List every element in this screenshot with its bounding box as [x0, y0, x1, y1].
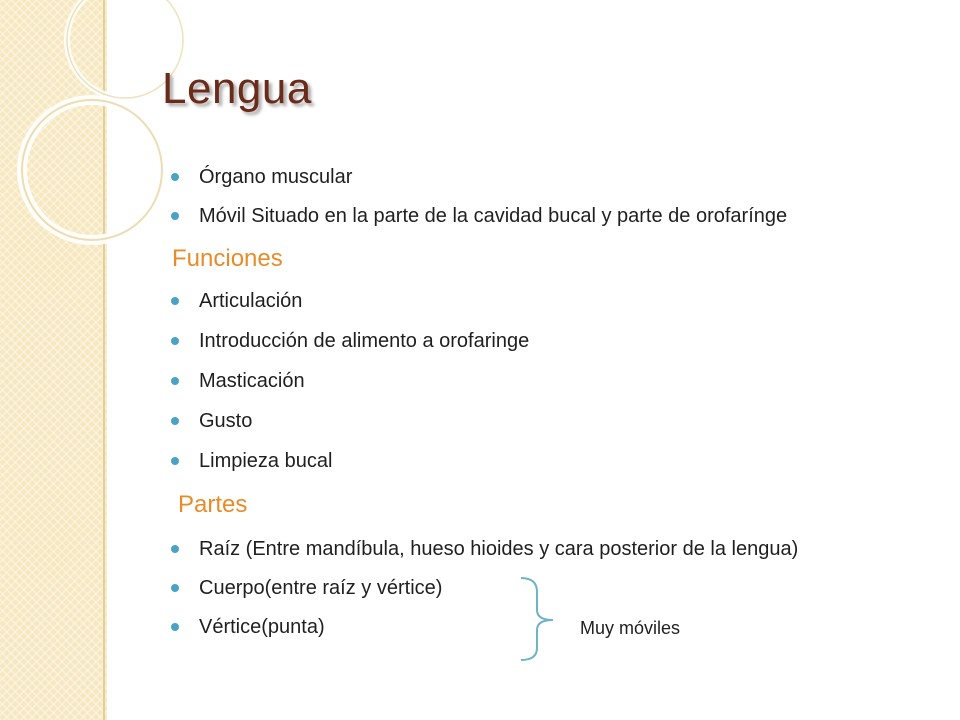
bullet-dot-icon [171, 337, 179, 345]
bullet-dot-icon [171, 297, 179, 305]
list-item-text: Móvil Situado en la parte de la cavidad bucal y parte de orofarínge [199, 205, 788, 227]
list-item-text: Masticación [199, 370, 305, 392]
bullet-dot-icon [171, 377, 179, 385]
list-item-text: Raíz (Entre mandíbula, hueso hioides y cara posterior de la lengua) [199, 538, 799, 560]
partes-heading: Partes [178, 491, 248, 518]
bullet-dot-icon [171, 417, 179, 425]
bullet-dot-icon [171, 584, 179, 592]
list-item-text: Gusto [199, 410, 253, 432]
list-item-text: Cuerpo(entre raíz y vértice) [199, 577, 443, 599]
funciones-heading: Funciones [172, 245, 283, 272]
slide-title: Lengua [162, 64, 312, 113]
bullet-dot-icon [171, 173, 179, 181]
curly-bracket-icon [515, 574, 565, 664]
list-item-text: Vértice(punta) [199, 616, 325, 638]
bullet-dot-icon [171, 457, 179, 465]
bullet-dot-icon [171, 623, 179, 631]
bullet-dot-icon [171, 212, 179, 220]
list-item-text: Articulación [199, 290, 303, 312]
bracket-note: Muy móviles [580, 618, 681, 638]
list-item-text: Órgano muscular [199, 166, 353, 188]
decorative-rings-icon [0, 0, 200, 260]
list-item-text: Introducción de alimento a orofaringe [199, 330, 530, 352]
list-item-text: Limpieza bucal [199, 450, 333, 472]
bullet-dot-icon [171, 545, 179, 553]
